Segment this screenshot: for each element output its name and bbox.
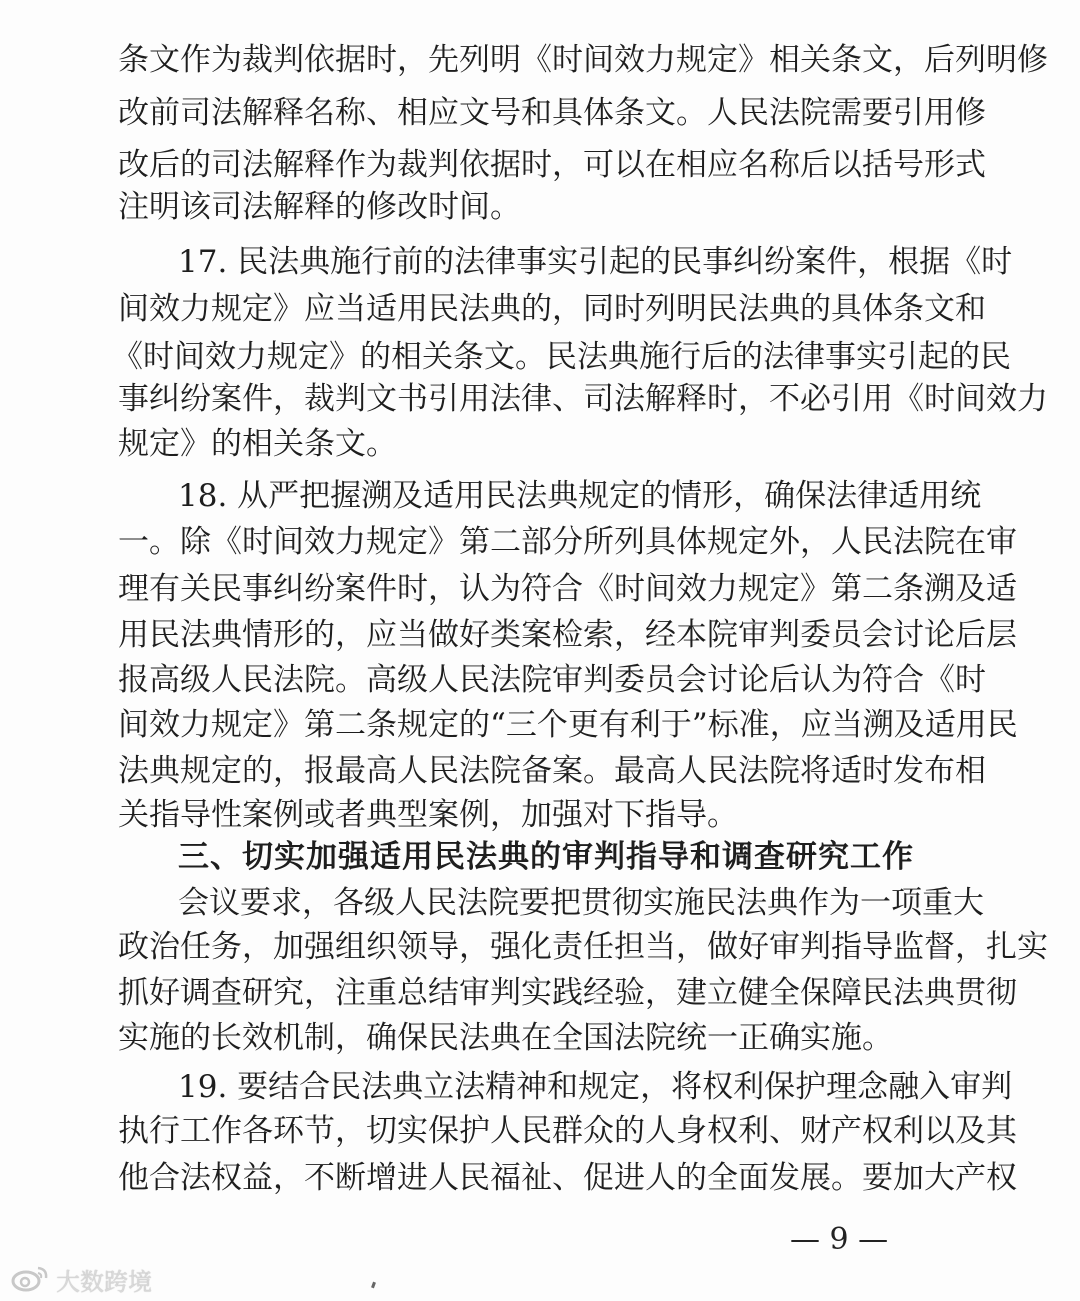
text-line: 一。除《时间效力规定》第二部分所列具体规定外，人民法院在审 — [118, 524, 1017, 560]
text-line: 实施的长效机制，确保民法典在全国法院统一正确实施。 — [118, 1020, 893, 1056]
paragraph-18-start: 18. 从严把握溯及适用民法典规定的情形，确保法律适用统 — [178, 478, 982, 514]
text-line: 事纠纷案件，裁判文书引用法律、司法解释时，不必引用《时间效力 — [118, 381, 1048, 417]
scan-speck — [371, 1282, 376, 1289]
text-line: 间效力规定》应当适用民法典的，同时列明民法典的具体条文和 — [118, 291, 986, 327]
paragraph-19-start: 19. 要结合民法典立法精神和规定，将权利保护理念融入审判 — [178, 1069, 1013, 1105]
paragraph-17-start: 17. 民法典施行前的法律事实引起的民事纠纷案件，根据《时 — [178, 244, 1013, 280]
text-line: 报高级人民法院。高级人民法院审判委员会讨论后认为符合《时 — [118, 662, 986, 698]
text-line: 规定》的相关条文。 — [118, 426, 397, 462]
text-line: 用民法典情形的，应当做好类案检索，经本院审判委员会讨论后层 — [118, 617, 1017, 653]
text-line: 改后的司法解释作为裁判依据时，可以在相应名称后以括号形式 — [118, 147, 986, 183]
text-line: 关指导性案例或者典型案例，加强对下指导。 — [118, 797, 738, 833]
watermark-text: 大数跨境 — [56, 1267, 152, 1296]
text-line: 注明该司法解释的修改时间。 — [118, 189, 521, 225]
weibo-logo-icon — [10, 1265, 50, 1293]
page-number: — 9 — — [790, 1222, 889, 1257]
paragraph-start: 会议要求，各级人民法院要把贯彻实施民法典作为一项重大 — [178, 885, 984, 921]
text-line: 抓好调查研究，注重总结审判实践经验，建立健全保障民法典贯彻 — [118, 975, 1017, 1011]
text-line: 法典规定的，报最高人民法院备案。最高人民法院将适时发布相 — [118, 753, 986, 789]
text-line: 条文作为裁判依据时，先列明《时间效力规定》相关条文，后列明修 — [118, 42, 1048, 78]
text-line: 理有关民事纠纷案件时，认为符合《时间效力规定》第二条溯及适 — [118, 571, 1017, 607]
text-line: 间效力规定》第二条规定的“三个更有利于”标准，应当溯及适用民 — [118, 707, 1018, 743]
watermark — [10, 1262, 152, 1296]
text-line: 执行工作各环节，切实保护人民群众的人身权利、财产权利以及其 — [118, 1113, 1017, 1149]
section-heading: 三、切实加强适用民法典的审判指导和调查研究工作 — [178, 839, 914, 875]
text-line: 他合法权益，不断增进人民福祉、促进人的全面发展。要加大产权 — [118, 1160, 1017, 1196]
text-line: 《时间效力规定》的相关条文。民法典施行后的法律事实引起的民 — [112, 339, 1011, 375]
text-line: 政治任务，加强组织领导，强化责任担当，做好审判指导监督，扎实 — [118, 929, 1048, 965]
text-line: 改前司法解释名称、相应文号和具体条文。人民法院需要引用修 — [118, 95, 986, 131]
